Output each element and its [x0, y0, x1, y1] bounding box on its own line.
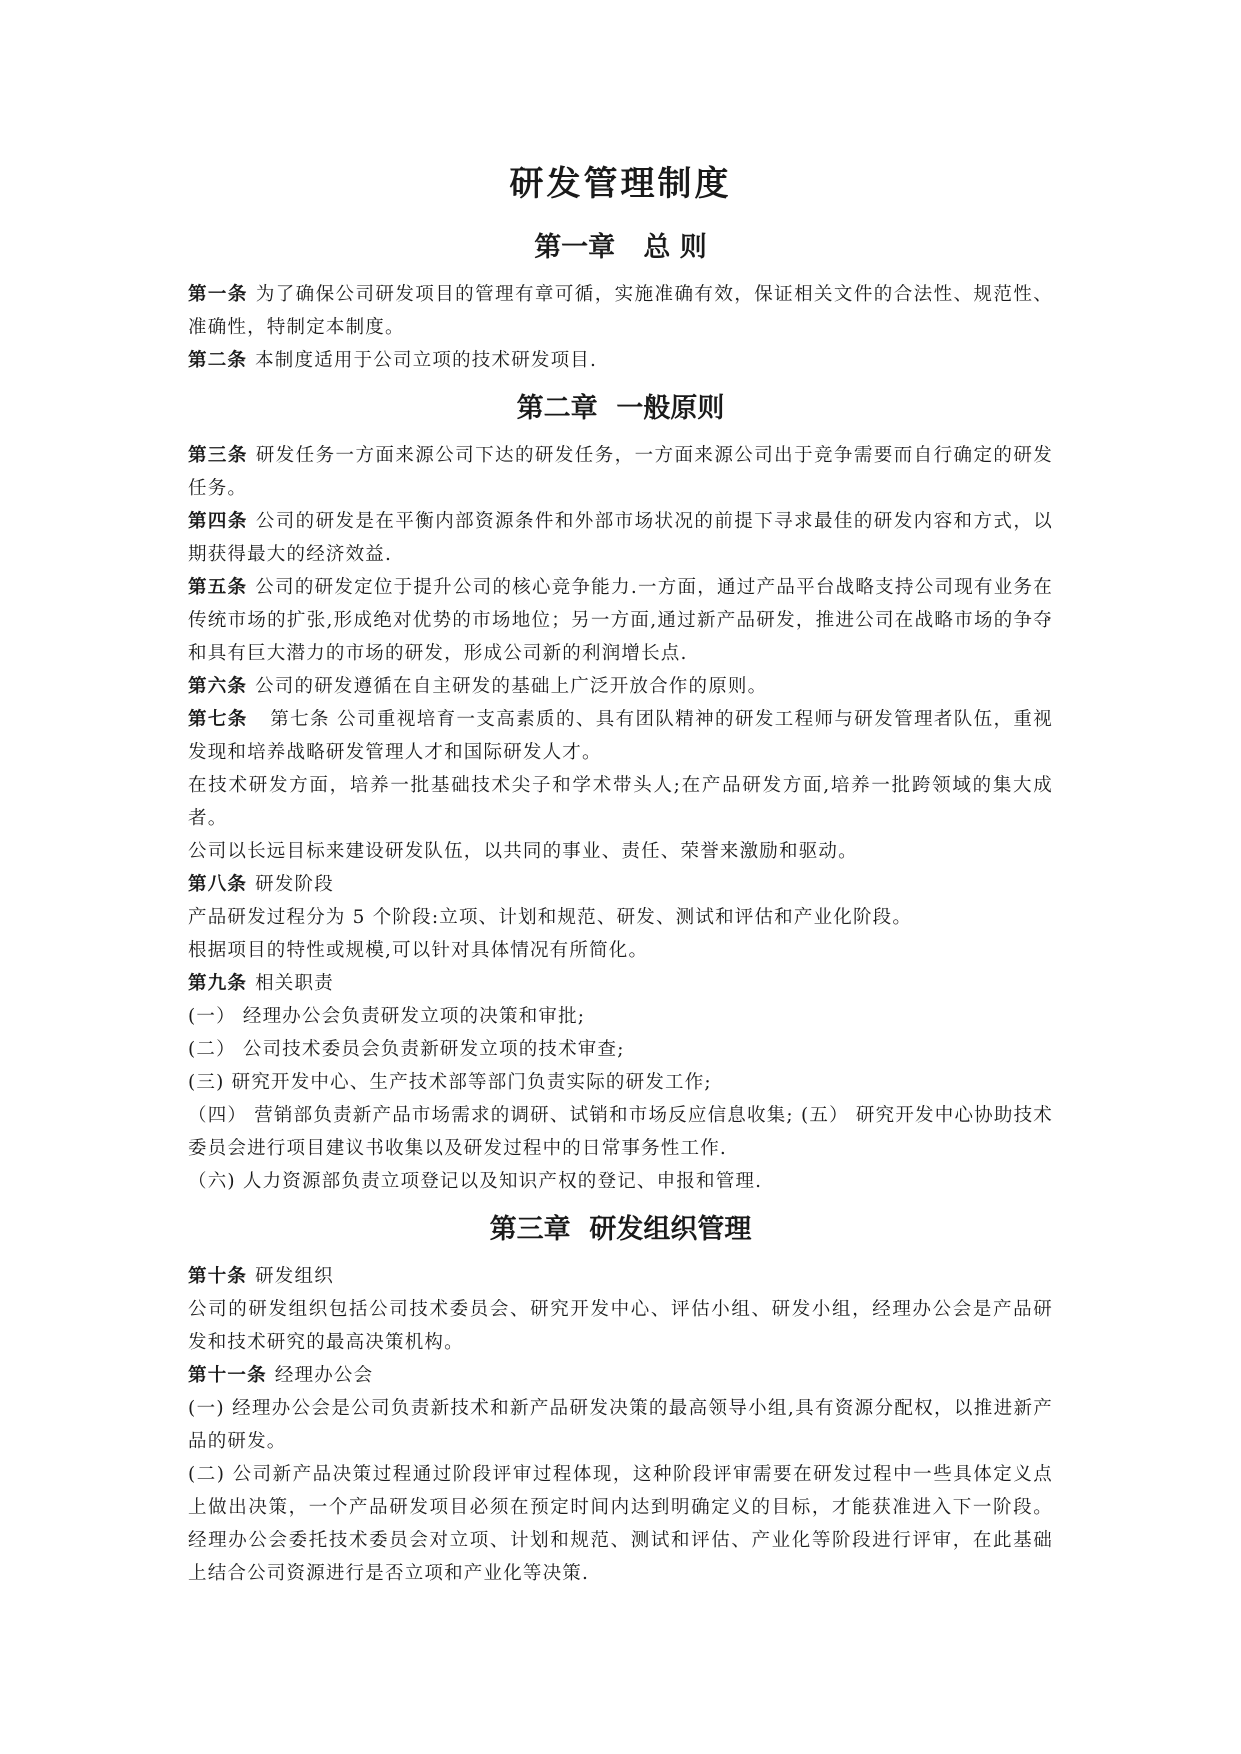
article-text: 第七条 公司重视培育一支高素质的、具有团队精神的研发工程师与研发管理者队伍，重视发现和培养战略研发管理人才和国际研发人才。 — [188, 709, 1053, 763]
article-label: 第七条 — [188, 709, 248, 730]
chapter-title: 第一章 总 则 — [534, 232, 707, 263]
article-3 — [188, 439, 1053, 505]
list-item: （四） 营销部负责新产品市场需求的调研、试销和市场反应信息收集; (五） 研究开发中心协助技术委员会进行项目建议书收集以及研发过程中的日常事务性工作. — [188, 1105, 1053, 1159]
article-text: 经理办公会 — [274, 1365, 374, 1386]
paragraph-text: 公司的研发组织包括公司技术委员会、研究开发中心、评估小组、研发小组，经理办公会是产品研发和技术研究的最高决策机构。 — [188, 1299, 1053, 1353]
article-9 — [188, 967, 1053, 1000]
article-1 — [188, 278, 1053, 344]
article-4 — [188, 505, 1053, 571]
paragraph-text: 根据项目的特性或规模,可以针对具体情况有所简化。 — [188, 940, 649, 961]
paragraph-text: 公司以长远目标来建设研发队伍，以共同的事业、责任、荣誉来激励和驱动。 — [188, 841, 858, 862]
list-item: （六) 人力资源部负责立项登记以及知识产权的登记、申报和管理. — [188, 1171, 763, 1192]
list-item: (二） 公司技术委员会负责新研发立项的技术审查; — [188, 1039, 625, 1060]
paragraph-text: 产品研发过程分为 5 个阶段:立项、计划和规范、研发、测试和评估和产业化阶段。 — [188, 907, 913, 928]
article-label: 第四条 — [188, 511, 248, 532]
article-text: 公司的研发是在平衡内部资源条件和外部市场状况的前提下寻求最佳的研发内容和方式，以期获得最大的经济效益. — [188, 511, 1053, 565]
paragraph-text: 在技术研发方面，培养一批基础技术尖子和学术带头人;在产品研发方面,培养一批跨领域的集大成者。 — [188, 775, 1053, 829]
article-text: 研发组织 — [255, 1266, 334, 1287]
article-6 — [188, 670, 1053, 703]
chapter-2 — [188, 389, 1053, 1198]
chapter-3 — [188, 1210, 1053, 1590]
article-10 — [188, 1260, 1053, 1293]
chapter-title: 第三章 研发组织管理 — [489, 1214, 752, 1245]
article-text: 为了确保公司研发项目的管理有章可循，实施准确有效，保证相关文件的合法性、规范性、准确性，特制定本制度。 — [188, 284, 1053, 338]
article-text: 本制度适用于公司立项的技术研发项目. — [255, 350, 598, 371]
article-label: 第一条 — [188, 284, 248, 305]
article-label: 第二条 — [188, 350, 248, 371]
article-text: 公司的研发遵循在自主研发的基础上广泛开放合作的原则。 — [255, 676, 768, 697]
list-item: (一） 经理办公会负责研发立项的决策和审批; — [188, 1006, 586, 1027]
article-text: 相关职责 — [255, 973, 334, 994]
article-label: 第六条 — [188, 676, 248, 697]
list-item: (二) 公司新产品决策过程通过阶段评审过程体现，这种阶段评审需要在研发过程中一些具体定义点上做出决策，一个产品研发项目必须在预定时间内达到明确定义的目标，才能获准进入下一阶段。经理办公会委托技术委员会对立项、计划和规范、测试和评估、产业化等阶段进行评审，在此基础上结合公司资源进行是否立项和产业化等决策. — [188, 1464, 1053, 1584]
article-7 — [188, 703, 1053, 769]
article-label: 第五条 — [188, 577, 248, 598]
article-11 — [188, 1359, 1053, 1392]
chapter-1 — [188, 228, 1053, 377]
article-label: 第三条 — [188, 445, 248, 466]
article-2 — [188, 344, 1053, 377]
chapter-title: 第二章 一般原则 — [516, 393, 725, 424]
article-label: 第十条 — [188, 1266, 248, 1287]
article-text: 研发阶段 — [255, 874, 334, 895]
article-label: 第十一条 — [188, 1365, 267, 1386]
article-text: 研发任务一方面来源公司下达的研发任务，一方面来源公司出于竞争需要而自行确定的研发任务。 — [188, 445, 1053, 499]
article-5 — [188, 571, 1053, 670]
list-item: (三) 研究开发中心、生产技术部等部门负责实际的研发工作; — [188, 1072, 712, 1093]
article-label: 第九条 — [188, 973, 248, 994]
article-text: 公司的研发定位于提升公司的核心竞争能力.一方面，通过产品平台战略支持公司现有业务在传统市场的扩张,形成绝对优势的市场地位；另一方面,通过新产品研发，推进公司在战略市场的争夺和具有巨大潜力的市场的研发，形成公司新的利润增长点. — [188, 577, 1053, 664]
article-8 — [188, 868, 1053, 901]
document-title: 研发管理制度 — [509, 164, 732, 204]
article-label: 第八条 — [188, 874, 248, 895]
list-item: (一) 经理办公会是公司负责新技术和新产品研发决策的最高领导小组,具有资源分配权，以推进新产品的研发。 — [188, 1398, 1053, 1452]
